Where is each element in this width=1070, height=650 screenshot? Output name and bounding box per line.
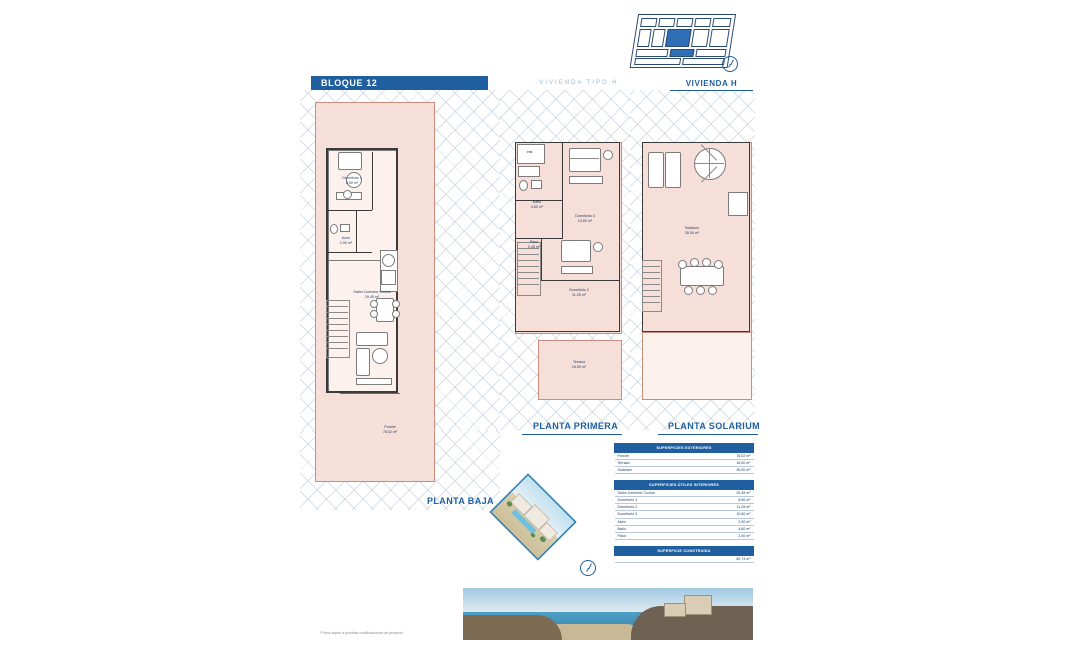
table-superficies-exteriores (614, 443, 754, 474)
table-header-construida: SUPERFICIE CONSTRUIDA (615, 547, 754, 556)
room-label-dormitorio2: Dormitorio 2 11.25 m² (569, 288, 589, 297)
table-row: Porche 78,02 m² (615, 452, 754, 459)
planta-primera-title: PLANTA PRIMERA (533, 421, 619, 431)
wardrobe-icon (569, 176, 603, 184)
room-label-dormitorio1: Dormitorio 1 8.50 m² (342, 176, 362, 185)
room-label-terraza: Terraza 16.50 m² (571, 360, 587, 369)
planta-primera-plan (505, 100, 630, 420)
toilet-icon (330, 224, 338, 234)
block-label: BLOQUE 12 (321, 78, 378, 88)
block-title-bar (311, 76, 498, 90)
wardrobe-icon (561, 266, 593, 274)
unit-title-bar (670, 76, 753, 91)
center-type-label (488, 76, 670, 90)
lounger-icon (665, 152, 681, 188)
table-row: Terraza 16,50 m² (615, 459, 754, 466)
table-row: Dormitorio 1 8,50 m² (615, 496, 754, 503)
sink-icon (531, 180, 542, 189)
table-row: Solarium 35,50 m² (615, 466, 754, 473)
footnote: *Plano sujeto a posibles modificaciones de proyecto. (320, 631, 404, 635)
bed-icon (338, 152, 362, 170)
tv-unit-icon (356, 378, 392, 385)
sofa-icon (356, 332, 388, 346)
vivienda-type-label: VIVIENDA TIPO H (539, 80, 619, 86)
table-row: Baño 4,60 m² (615, 525, 754, 532)
room-label-dormitorio3: Dormitorio 3 10.60 m² (575, 214, 595, 223)
room-label-salon: Salón Comedor Cocina 29.45 m² (353, 290, 391, 299)
sink-icon (340, 224, 350, 232)
unit-label: VIVIENDA H (685, 78, 738, 88)
coast-photo-icon (463, 588, 753, 640)
fridge-icon (381, 270, 396, 285)
table-row: Salón Comedor Cocina 29,45 m² (615, 489, 754, 496)
compass-north-icon-bottom (580, 560, 596, 576)
room-label-solarium: Solarium 35.50 m² (684, 226, 700, 235)
bed-icon (561, 240, 591, 262)
planta-baja-title: PLANTA BAJA (427, 496, 494, 506)
site-key-plan-icon (630, 14, 734, 66)
table-superficies-interiores (614, 480, 754, 540)
side-table-icon (603, 150, 613, 160)
lounger-icon (648, 152, 664, 188)
coffee-table-icon (372, 348, 388, 364)
room-label-paso: Paso 2.45 m² (527, 240, 541, 249)
table-header-exteriores: SUPERFICIES EXTERIORES (615, 444, 754, 453)
toilet-icon (519, 180, 528, 191)
surfaces-tables (614, 443, 754, 563)
table-row: Dormitorio 2 11,25 m² (615, 504, 754, 511)
compass-north-icon (722, 56, 738, 72)
planta-solarium-title: PLANTA SOLARIUM (668, 421, 760, 431)
table-row: 82,74 m² (615, 555, 754, 562)
bed-icon (569, 148, 601, 172)
room-label-bano: Baño 4.60 m² (530, 200, 544, 209)
planta-baja-plan (310, 100, 500, 490)
room-label-aseo: Aseo 2.90 m² (339, 236, 353, 245)
room-label-inst: Inst. (526, 150, 534, 154)
side-table-icon (593, 242, 603, 252)
chair-icon (343, 190, 352, 199)
table-superficie-construida (614, 546, 754, 563)
outdoor-table-icon (680, 266, 724, 286)
planta-solarium-rule (658, 434, 758, 435)
planta-solarium-plan (636, 100, 756, 420)
staircase-icon (326, 300, 350, 358)
planta-primera-rule (522, 434, 622, 435)
staircase-icon (517, 242, 541, 296)
table-row: Dormitorio 3 10,60 m² (615, 511, 754, 518)
sofa-side-icon (356, 348, 370, 376)
render-photo-icon (484, 478, 582, 556)
staircase-icon (642, 260, 662, 312)
room-label-porche: Porche 78.02 m² (382, 425, 398, 434)
hob-icon (382, 254, 395, 267)
table-header-interiores: SUPERFICIES ÚTILES INTERIORES (615, 481, 754, 490)
table-row: Aseo 2,90 m² (615, 518, 754, 525)
table-row: Paso 2,40 m² (615, 532, 754, 539)
bathtub-icon (518, 166, 540, 177)
storage-unit-icon (728, 192, 748, 216)
